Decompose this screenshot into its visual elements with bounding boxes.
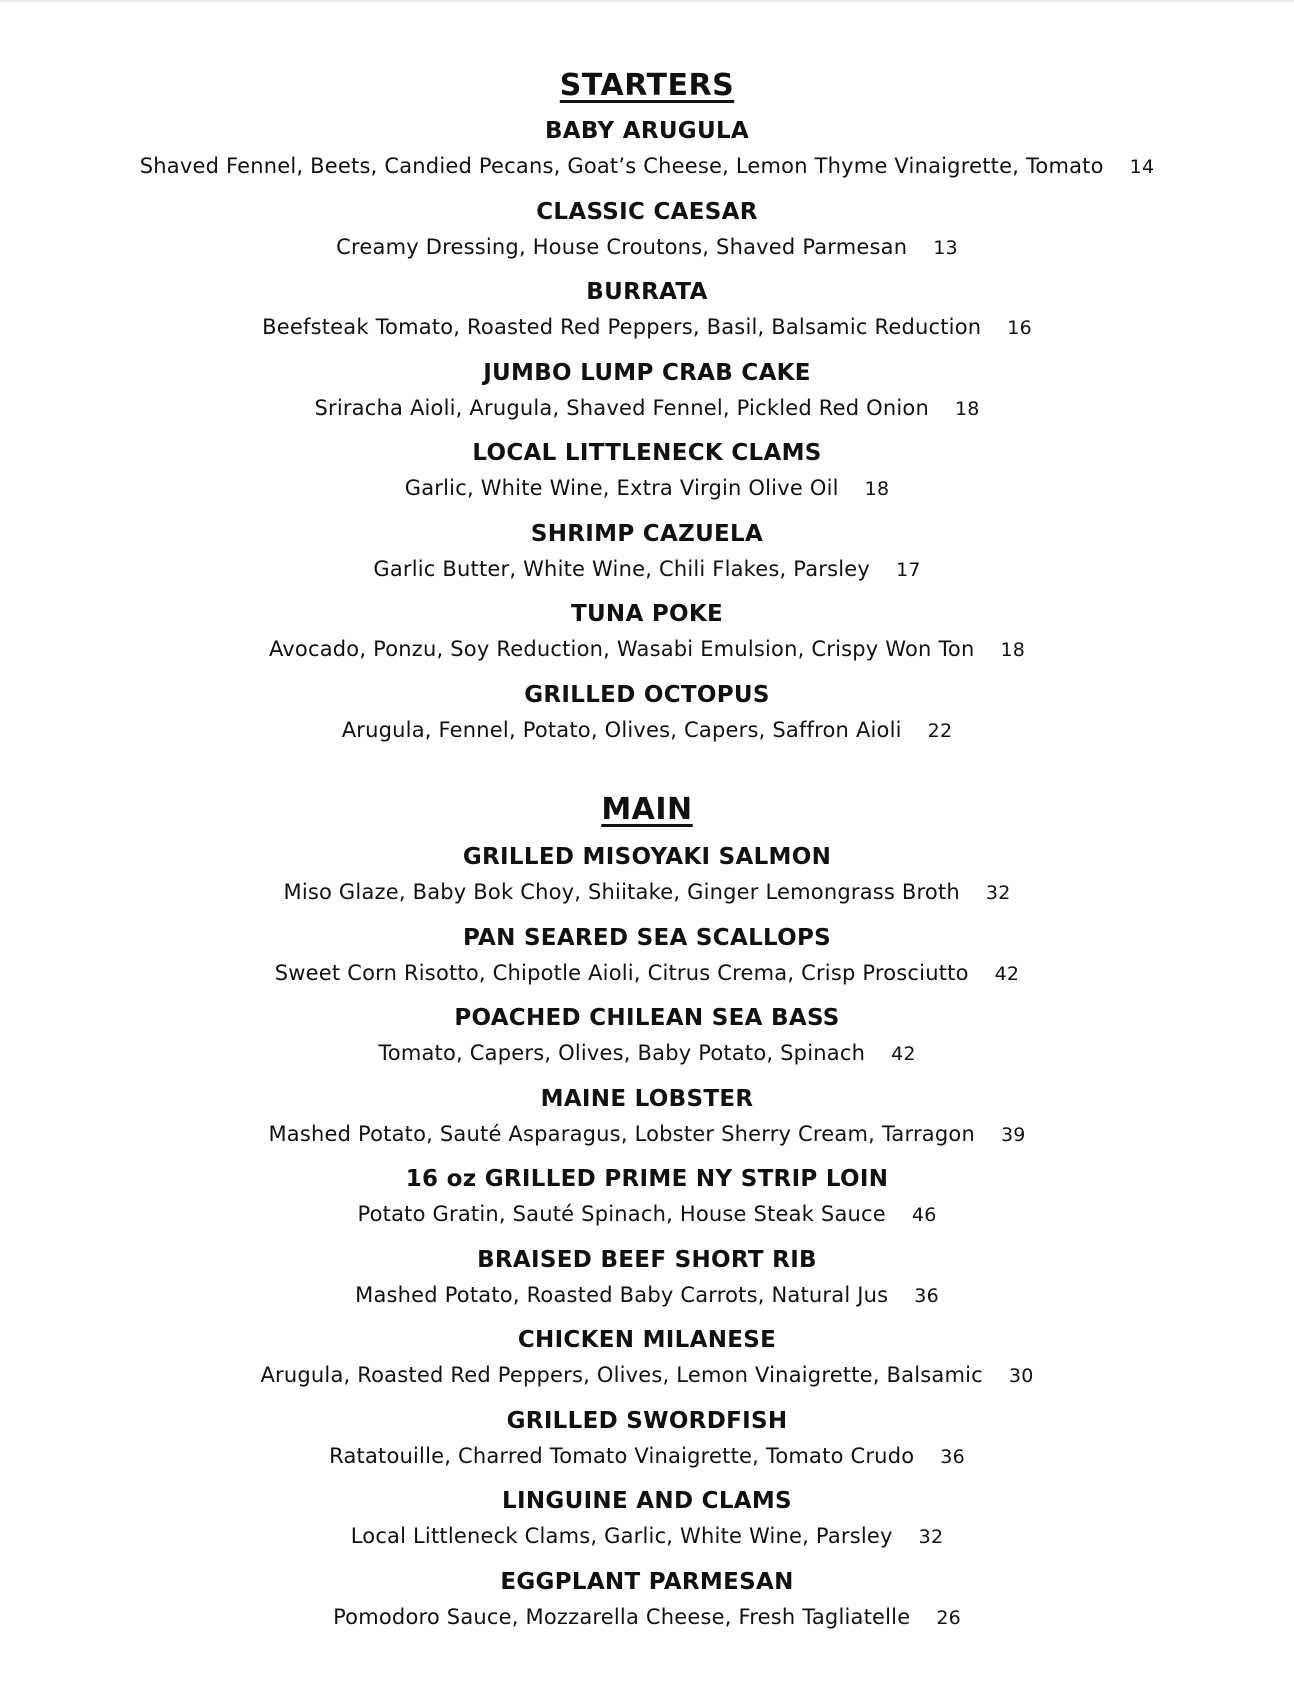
item-name: 16 oz GRILLED PRIME NY STRIP LOIN xyxy=(405,1166,889,1192)
item-name: EGGPLANT PARMESAN xyxy=(500,1568,794,1595)
menu-item xyxy=(0,1162,1294,1243)
item-description: Arugula, Fennel, Potato, Olives, Capers, Saffron Aioli 22 xyxy=(0,712,1294,749)
starters-list xyxy=(0,114,1294,758)
menu-item xyxy=(0,840,1294,921)
menu-item xyxy=(0,517,1294,598)
item-name: CHICKEN MILANESE xyxy=(517,1327,777,1353)
item-description: Pomodoro Sauce, Mozzarella Cheese, Fresh Tagliatelle 26 xyxy=(0,1599,1294,1636)
item-name: GRILLED SWORDFISH xyxy=(506,1407,788,1434)
menu-item xyxy=(0,1565,1294,1646)
item-description: Potato Gratin, Sauté Spinach, House Steak Sauce 46 xyxy=(0,1196,1294,1233)
menu-item xyxy=(0,436,1294,517)
item-name: GRILLED OCTOPUS xyxy=(524,681,770,708)
item-price: 26 xyxy=(936,1606,961,1629)
item-name: SHRIMP CAZUELA xyxy=(530,520,764,547)
item-description: Avocado, Ponzu, Soy Reduction, Wasabi Emulsion, Crispy Won Ton 18 xyxy=(0,631,1294,668)
item-description: Sriracha Aioli, Arugula, Shaved Fennel, Pickled Red Onion 18 xyxy=(0,390,1294,427)
item-description: Creamy Dressing, House Croutons, Shaved Parmesan 13 xyxy=(0,229,1294,266)
item-name: LOCAL LITTLENECK CLAMS xyxy=(472,440,822,466)
menu-item xyxy=(0,114,1294,195)
item-description: Garlic, White Wine, Extra Virgin Olive Oil 18 xyxy=(0,470,1294,507)
main-list xyxy=(0,840,1294,1645)
item-price: 18 xyxy=(954,397,980,420)
item-price: 39 xyxy=(1000,1123,1026,1146)
item-name: MAINE LOBSTER xyxy=(540,1085,754,1112)
item-description: Shaved Fennel, Beets, Candied Pecans, Goat’s Cheese, Lemon Thyme Vinaigrette, Tomato 14 xyxy=(0,148,1294,185)
item-description: Tomato, Capers, Olives, Baby Potato, Spinach 42 xyxy=(0,1035,1294,1072)
item-price: 36 xyxy=(914,1284,939,1307)
menu-item xyxy=(0,1404,1294,1485)
item-price: 17 xyxy=(896,558,921,581)
item-price: 18 xyxy=(1000,639,1026,661)
item-price: 16 xyxy=(1007,317,1032,339)
item-name: BABY ARUGULA xyxy=(544,118,750,144)
menu-item xyxy=(0,356,1294,437)
menu-item xyxy=(0,921,1294,1002)
item-description: Local Littleneck Clams, Garlic, White Wine, Parsley 32 xyxy=(0,1518,1294,1555)
section-title-starters: STARTERS xyxy=(559,68,735,103)
menu-item xyxy=(0,678,1294,759)
item-price: 32 xyxy=(985,882,1011,904)
item-price: 42 xyxy=(994,962,1020,985)
item-description: Arugula, Roasted Red Peppers, Olives, Lemon Vinaigrette, Balsamic 30 xyxy=(0,1357,1294,1394)
item-price: 18 xyxy=(864,478,890,500)
item-description: Mashed Potato, Sauté Asparagus, Lobster Sherry Cream, Tarragon 39 xyxy=(0,1116,1294,1153)
item-price: 13 xyxy=(933,236,958,259)
item-name: JUMBO LUMP CRAB CAKE xyxy=(483,359,811,386)
menu-item xyxy=(0,1082,1294,1163)
item-name: TUNA POKE xyxy=(570,601,724,627)
item-description: Miso Glaze, Baby Bok Choy, Shiitake, Ginger Lemongrass Broth 32 xyxy=(0,874,1294,911)
item-description: Sweet Corn Risotto, Chipotle Aioli, Citrus Crema, Crisp Prosciutto 42 xyxy=(0,955,1294,992)
item-price: 30 xyxy=(1008,1365,1034,1387)
item-name: BRAISED BEEF SHORT RIB xyxy=(477,1246,817,1273)
item-description: Garlic Butter, White Wine, Chili Flakes, Parsley 17 xyxy=(0,551,1294,588)
menu-item xyxy=(0,1243,1294,1324)
item-description: Ratatouille, Charred Tomato Vinaigrette, Tomato Crudo 36 xyxy=(0,1438,1294,1475)
menu-item xyxy=(0,275,1294,356)
item-price: 46 xyxy=(911,1204,937,1226)
item-price: 32 xyxy=(918,1526,944,1548)
menu-item xyxy=(0,1001,1294,1082)
item-name: BURRATA xyxy=(586,279,708,305)
section-title-main: MAIN xyxy=(601,792,693,827)
menu-item xyxy=(0,195,1294,276)
item-price: 36 xyxy=(940,1445,965,1468)
item-name: GRILLED MISOYAKI SALMON xyxy=(462,844,832,870)
item-name: POACHED CHILEAN SEA BASS xyxy=(454,1005,840,1031)
item-price: 22 xyxy=(927,719,953,742)
item-description: Mashed Potato, Roasted Baby Carrots, Natural Jus 36 xyxy=(0,1277,1294,1314)
item-description: Beefsteak Tomato, Roasted Red Peppers, Basil, Balsamic Reduction 16 xyxy=(0,309,1294,346)
item-price: 14 xyxy=(1129,156,1155,178)
menu-item xyxy=(0,597,1294,678)
item-name: PAN SEARED SEA SCALLOPS xyxy=(462,924,832,951)
item-name: CLASSIC CAESAR xyxy=(536,198,758,225)
item-name: LINGUINE AND CLAMS xyxy=(502,1488,792,1514)
menu-item xyxy=(0,1484,1294,1565)
menu-item xyxy=(0,1323,1294,1404)
item-price: 42 xyxy=(891,1043,916,1065)
